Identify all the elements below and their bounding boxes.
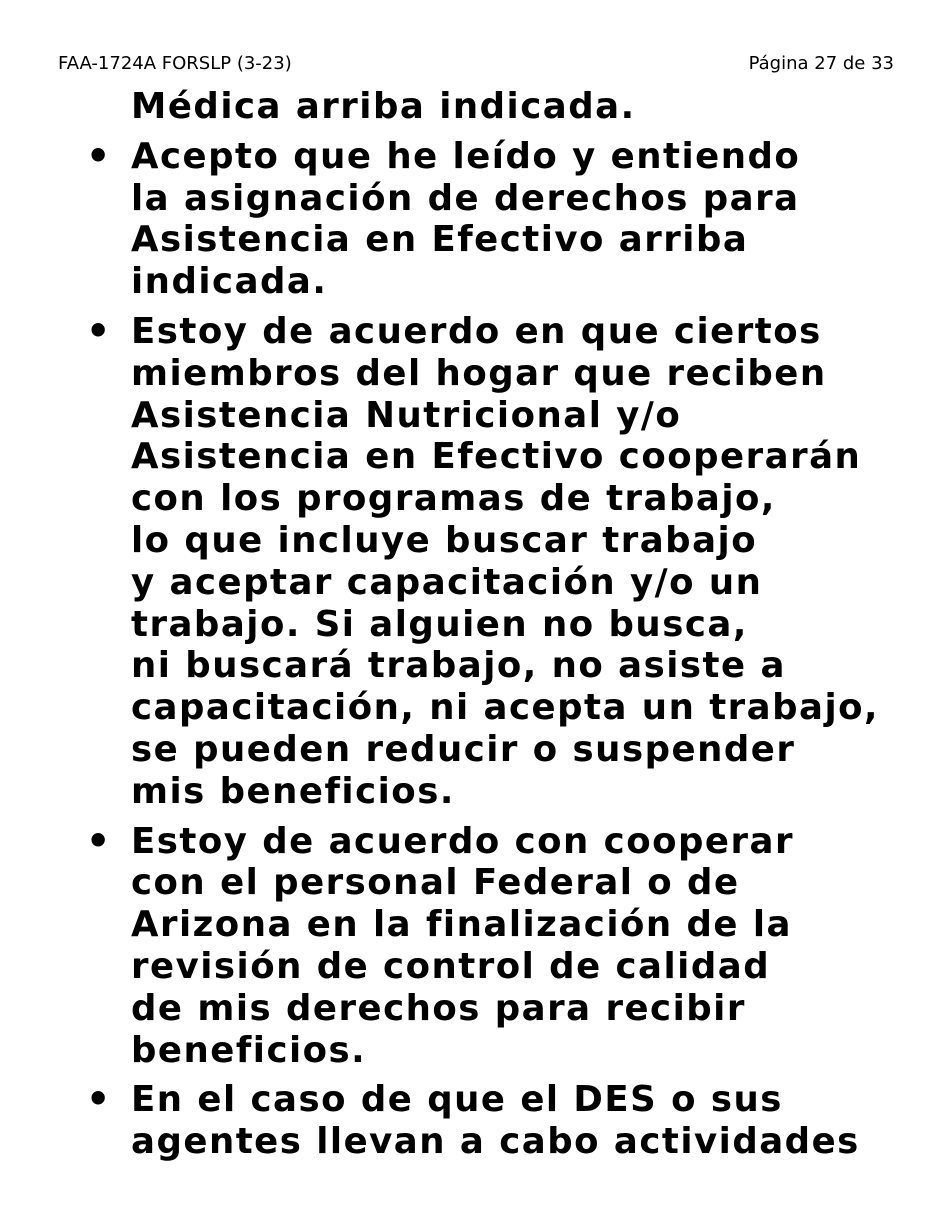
document-body — [86, 86, 931, 1163]
page-number: Página 27 de 33 — [748, 53, 894, 74]
text-line: Arizona en la finalización de la — [131, 904, 792, 946]
text-line: y aceptar capacitación y/o un — [131, 561, 763, 603]
text-line: Estoy de acuerdo en que ciertos — [131, 310, 822, 352]
text-line: En el caso de que el DES o sus — [131, 1079, 783, 1121]
page-header — [58, 52, 894, 76]
text-line: trabajo. Si alguien no busca, — [131, 603, 748, 645]
text-line: se pueden reducir o suspender — [131, 728, 796, 770]
text-line: capacitación, ni acepta un trabajo, — [131, 687, 880, 729]
text-line: Acepto que he leído y entiendo — [131, 135, 801, 177]
text-line: Médica arriba indicada. — [131, 86, 636, 127]
text-line: agentes llevan a cabo actividades — [131, 1121, 860, 1163]
text-line: con el personal Federal o de — [131, 862, 740, 904]
text-line: ni buscará trabajo, no asiste a — [131, 645, 786, 687]
bullet-icon: • — [86, 133, 112, 178]
text-line: de mis derechos para recibir — [131, 987, 746, 1029]
text-line: revisión de control de calidad — [131, 945, 771, 987]
text-line: beneficios. — [131, 1029, 367, 1071]
continued-paragraph — [131, 86, 931, 128]
text-line: mis beneficios. — [131, 770, 455, 812]
bullet-icon: • — [86, 818, 112, 863]
text-line: miembros del hogar que reciben — [131, 352, 827, 394]
text-line: con los programas de trabajo, — [131, 478, 776, 520]
text-line: lo que incluye buscar trabajo — [131, 519, 758, 561]
text-line: indicada. — [131, 261, 328, 303]
bullet-item-quality-control — [86, 818, 931, 1072]
bullet-icon: • — [86, 1077, 112, 1122]
text-line: la asignación de derechos para — [131, 177, 800, 219]
form-id: FAA-1724A FORSLP (3-23) — [58, 53, 292, 74]
text-line: Asistencia en Efectivo cooperarán — [131, 436, 862, 478]
bullet-item-des-activities — [86, 1077, 931, 1163]
text-line: Asistencia Nutricional y/o — [131, 394, 682, 436]
bullet-icon: • — [86, 308, 112, 353]
bullet-item-assignment-rights — [86, 133, 931, 303]
bullet-item-work-programs — [86, 308, 931, 813]
text-line: Estoy de acuerdo con cooperar — [131, 820, 794, 862]
text-line: Asistencia en Efectivo arriba — [131, 219, 749, 261]
